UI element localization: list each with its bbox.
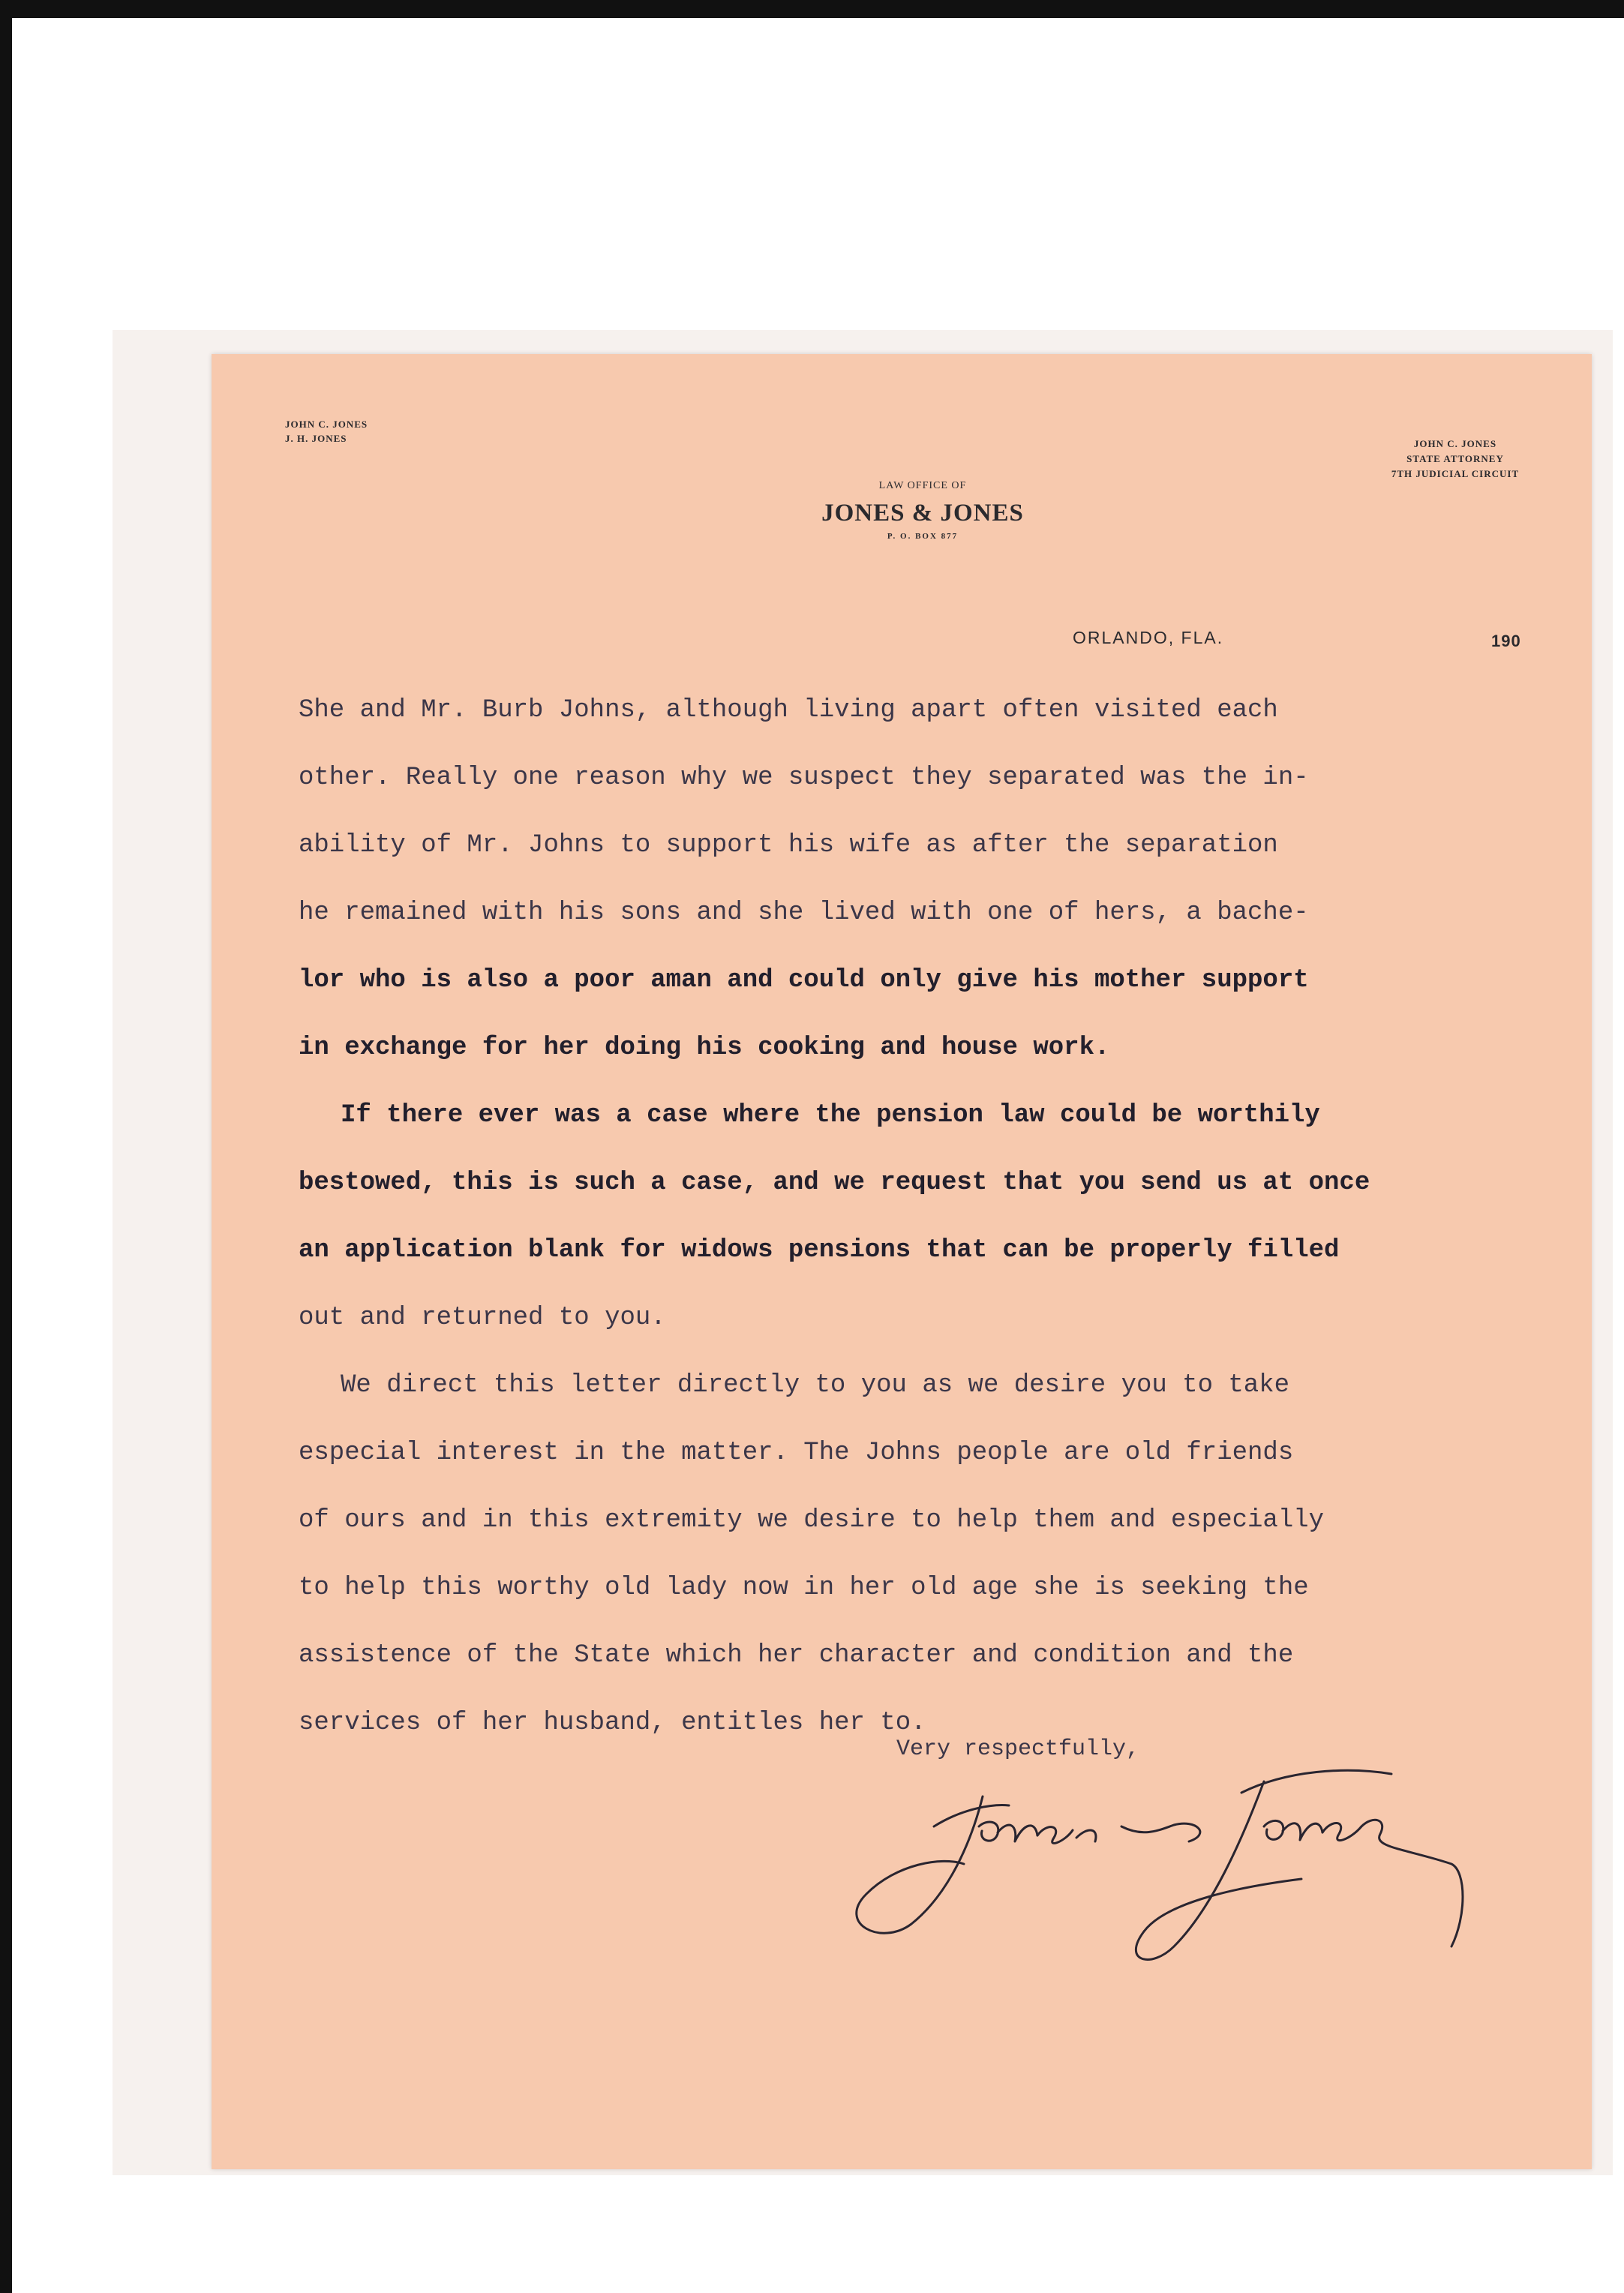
letterhead-right-line: 7TH JUDICIAL CIRCUIT [1391, 468, 1520, 479]
letterhead-right-line: JOHN C. JONES [1413, 438, 1497, 449]
scan-top-edge [0, 0, 1624, 18]
letterhead-left-names [285, 417, 368, 446]
body-line: bestowed, this is such a case, and we request that you send us at once [299, 1169, 1370, 1197]
po-box: P. O. BOX 877 [887, 532, 959, 541]
body-line: We direct this letter directly to you as we desire you to take [341, 1371, 1290, 1400]
scan-left-edge [0, 0, 12, 2293]
firm-name: JONES & JONES [821, 500, 1024, 527]
letterhead-name: JOHN C. JONES [285, 419, 368, 430]
body-line: lor who is also a poor aman and could only give his mother support [299, 966, 1309, 995]
letterhead-name: J. H. JONES [285, 433, 347, 444]
letter-year: 190 [1491, 632, 1521, 650]
closing: Very respectfully, [896, 1736, 1140, 1762]
body-line: assistence of the State which her character and condition and the [299, 1641, 1294, 1670]
body-line: other. Really one reason why we suspect they separated was the in- [299, 764, 1309, 792]
body-line: in exchange for her doing his cooking and house work. [299, 1034, 1110, 1062]
body-line: services of her husband, entitles her to. [299, 1709, 926, 1737]
body-line: especial interest in the matter. The Johns people are old friends [299, 1439, 1294, 1467]
law-office-label: LAW OFFICE OF [878, 480, 967, 491]
body-line: She and Mr. Burb Johns, although living apart often visited each [299, 696, 1278, 725]
letterhead-right-line: STATE ATTORNEY [1406, 453, 1504, 464]
body-line: he remained with his sons and she lived with one of hers, a bache- [299, 899, 1309, 927]
letterhead-center [675, 480, 1170, 541]
letter-place: ORLANDO, FLA. [1073, 628, 1224, 647]
body-line: ability of Mr. Johns to support his wife as after the separation [299, 831, 1278, 860]
body-line: out and returned to you. [299, 1304, 666, 1332]
letterhead-right-block [1358, 437, 1553, 482]
letter-body [299, 677, 1469, 1757]
body-line: If there ever was a case where the pension law could be worthily [341, 1101, 1320, 1130]
body-line: an application blank for widows pensions that can be properly filled [299, 1236, 1340, 1265]
body-line: of ours and in this extremity we desire to help them and especially [299, 1506, 1325, 1535]
body-line: to help this worthy old lady now in her old age she is seeking the [299, 1574, 1309, 1602]
signature [821, 1736, 1466, 1984]
